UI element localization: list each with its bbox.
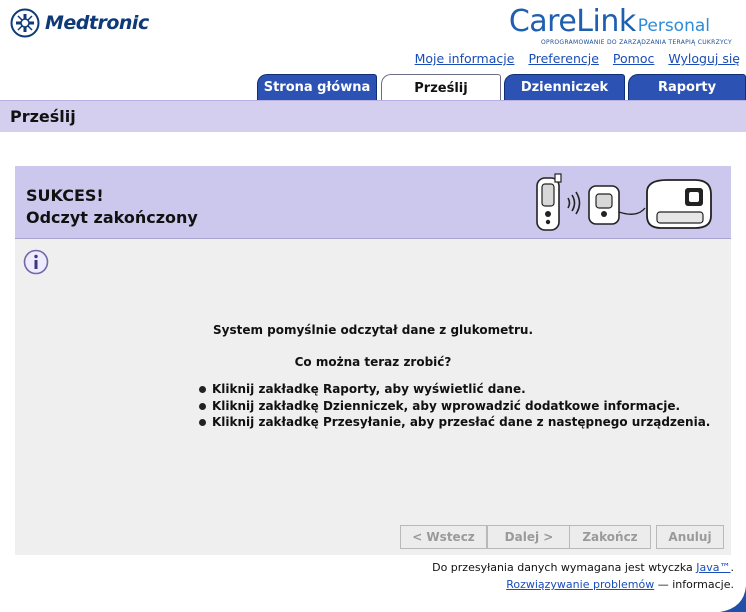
carelink-brand bbox=[509, 4, 710, 39]
next-steps-question: Co można teraz zrobić? bbox=[294, 355, 452, 369]
usb-link-device-icon bbox=[589, 186, 645, 224]
brand-main: CareLink bbox=[508, 4, 636, 39]
medtronic-logo bbox=[10, 8, 149, 38]
java-requirement-note bbox=[432, 561, 734, 574]
upload-wizard bbox=[15, 166, 731, 555]
logo-text: Medtronic bbox=[45, 12, 149, 34]
next-button[interactable]: Dalej > bbox=[487, 525, 571, 549]
troubleshooting-link[interactable]: Rozwiązywanie problemów bbox=[506, 578, 655, 591]
java-note-suffix: . bbox=[730, 561, 734, 574]
page-curl-decoration bbox=[714, 580, 746, 612]
link-my-info[interactable]: Moje informacje bbox=[414, 51, 515, 66]
meter-to-computer-illustration bbox=[527, 172, 717, 236]
brand-tagline: OPROGRAMOWANIE DO ZARZĄDZANIA TERAPIĄ CUKRZYCY bbox=[541, 39, 732, 46]
medtronic-logo-icon bbox=[10, 8, 40, 38]
info-icon bbox=[23, 249, 49, 275]
back-button[interactable]: < Wstecz bbox=[400, 525, 487, 549]
page-title-band bbox=[0, 100, 746, 132]
wizard-header bbox=[15, 166, 731, 239]
list-item: Kliknij zakładkę Przesyłanie, aby przesłać dane z następnego urządzenia. bbox=[199, 414, 710, 431]
list-item: Kliknij zakładkę Dzienniczek, aby wprowadzić dodatkowe informacje. bbox=[199, 398, 710, 415]
java-link[interactable]: Java™ bbox=[696, 561, 731, 574]
cancel-button[interactable]: Anuluj bbox=[656, 525, 724, 549]
page-title: Prześlij bbox=[10, 107, 76, 126]
link-logout[interactable]: Wyloguj się bbox=[668, 51, 740, 66]
computer-device-icon bbox=[647, 180, 711, 228]
troubleshooting-suffix: — informacje. bbox=[654, 578, 734, 591]
next-steps-list bbox=[199, 381, 710, 431]
top-links bbox=[415, 51, 740, 66]
finish-button[interactable]: Zakończ bbox=[569, 525, 651, 549]
success-message: System pomyślnie odczytał dane z glukometru. bbox=[212, 323, 534, 337]
wireless-signal-icon bbox=[568, 192, 580, 214]
read-complete-subtitle: Odczyt zakończony bbox=[26, 208, 198, 227]
glucose-meter-icon bbox=[537, 174, 561, 230]
brand-sub: Personal bbox=[637, 16, 710, 36]
tab-logbook[interactable]: Dzienniczek bbox=[504, 74, 625, 100]
tab-home[interactable]: Strona główna bbox=[257, 74, 377, 100]
tab-upload[interactable]: Prześlij bbox=[381, 74, 501, 101]
main-tabs bbox=[0, 74, 746, 100]
link-preferences[interactable]: Preferencje bbox=[528, 51, 599, 66]
list-item: Kliknij zakładkę Raporty, aby wyświetlić dane. bbox=[199, 381, 710, 398]
success-title: SUKCES! bbox=[26, 186, 104, 205]
java-note-text: Do przesyłania danych wymagana jest wtyczka bbox=[432, 561, 697, 574]
troubleshooting-note bbox=[506, 578, 734, 591]
link-help[interactable]: Pomoc bbox=[612, 51, 655, 66]
tab-reports[interactable]: Raporty bbox=[628, 74, 746, 100]
